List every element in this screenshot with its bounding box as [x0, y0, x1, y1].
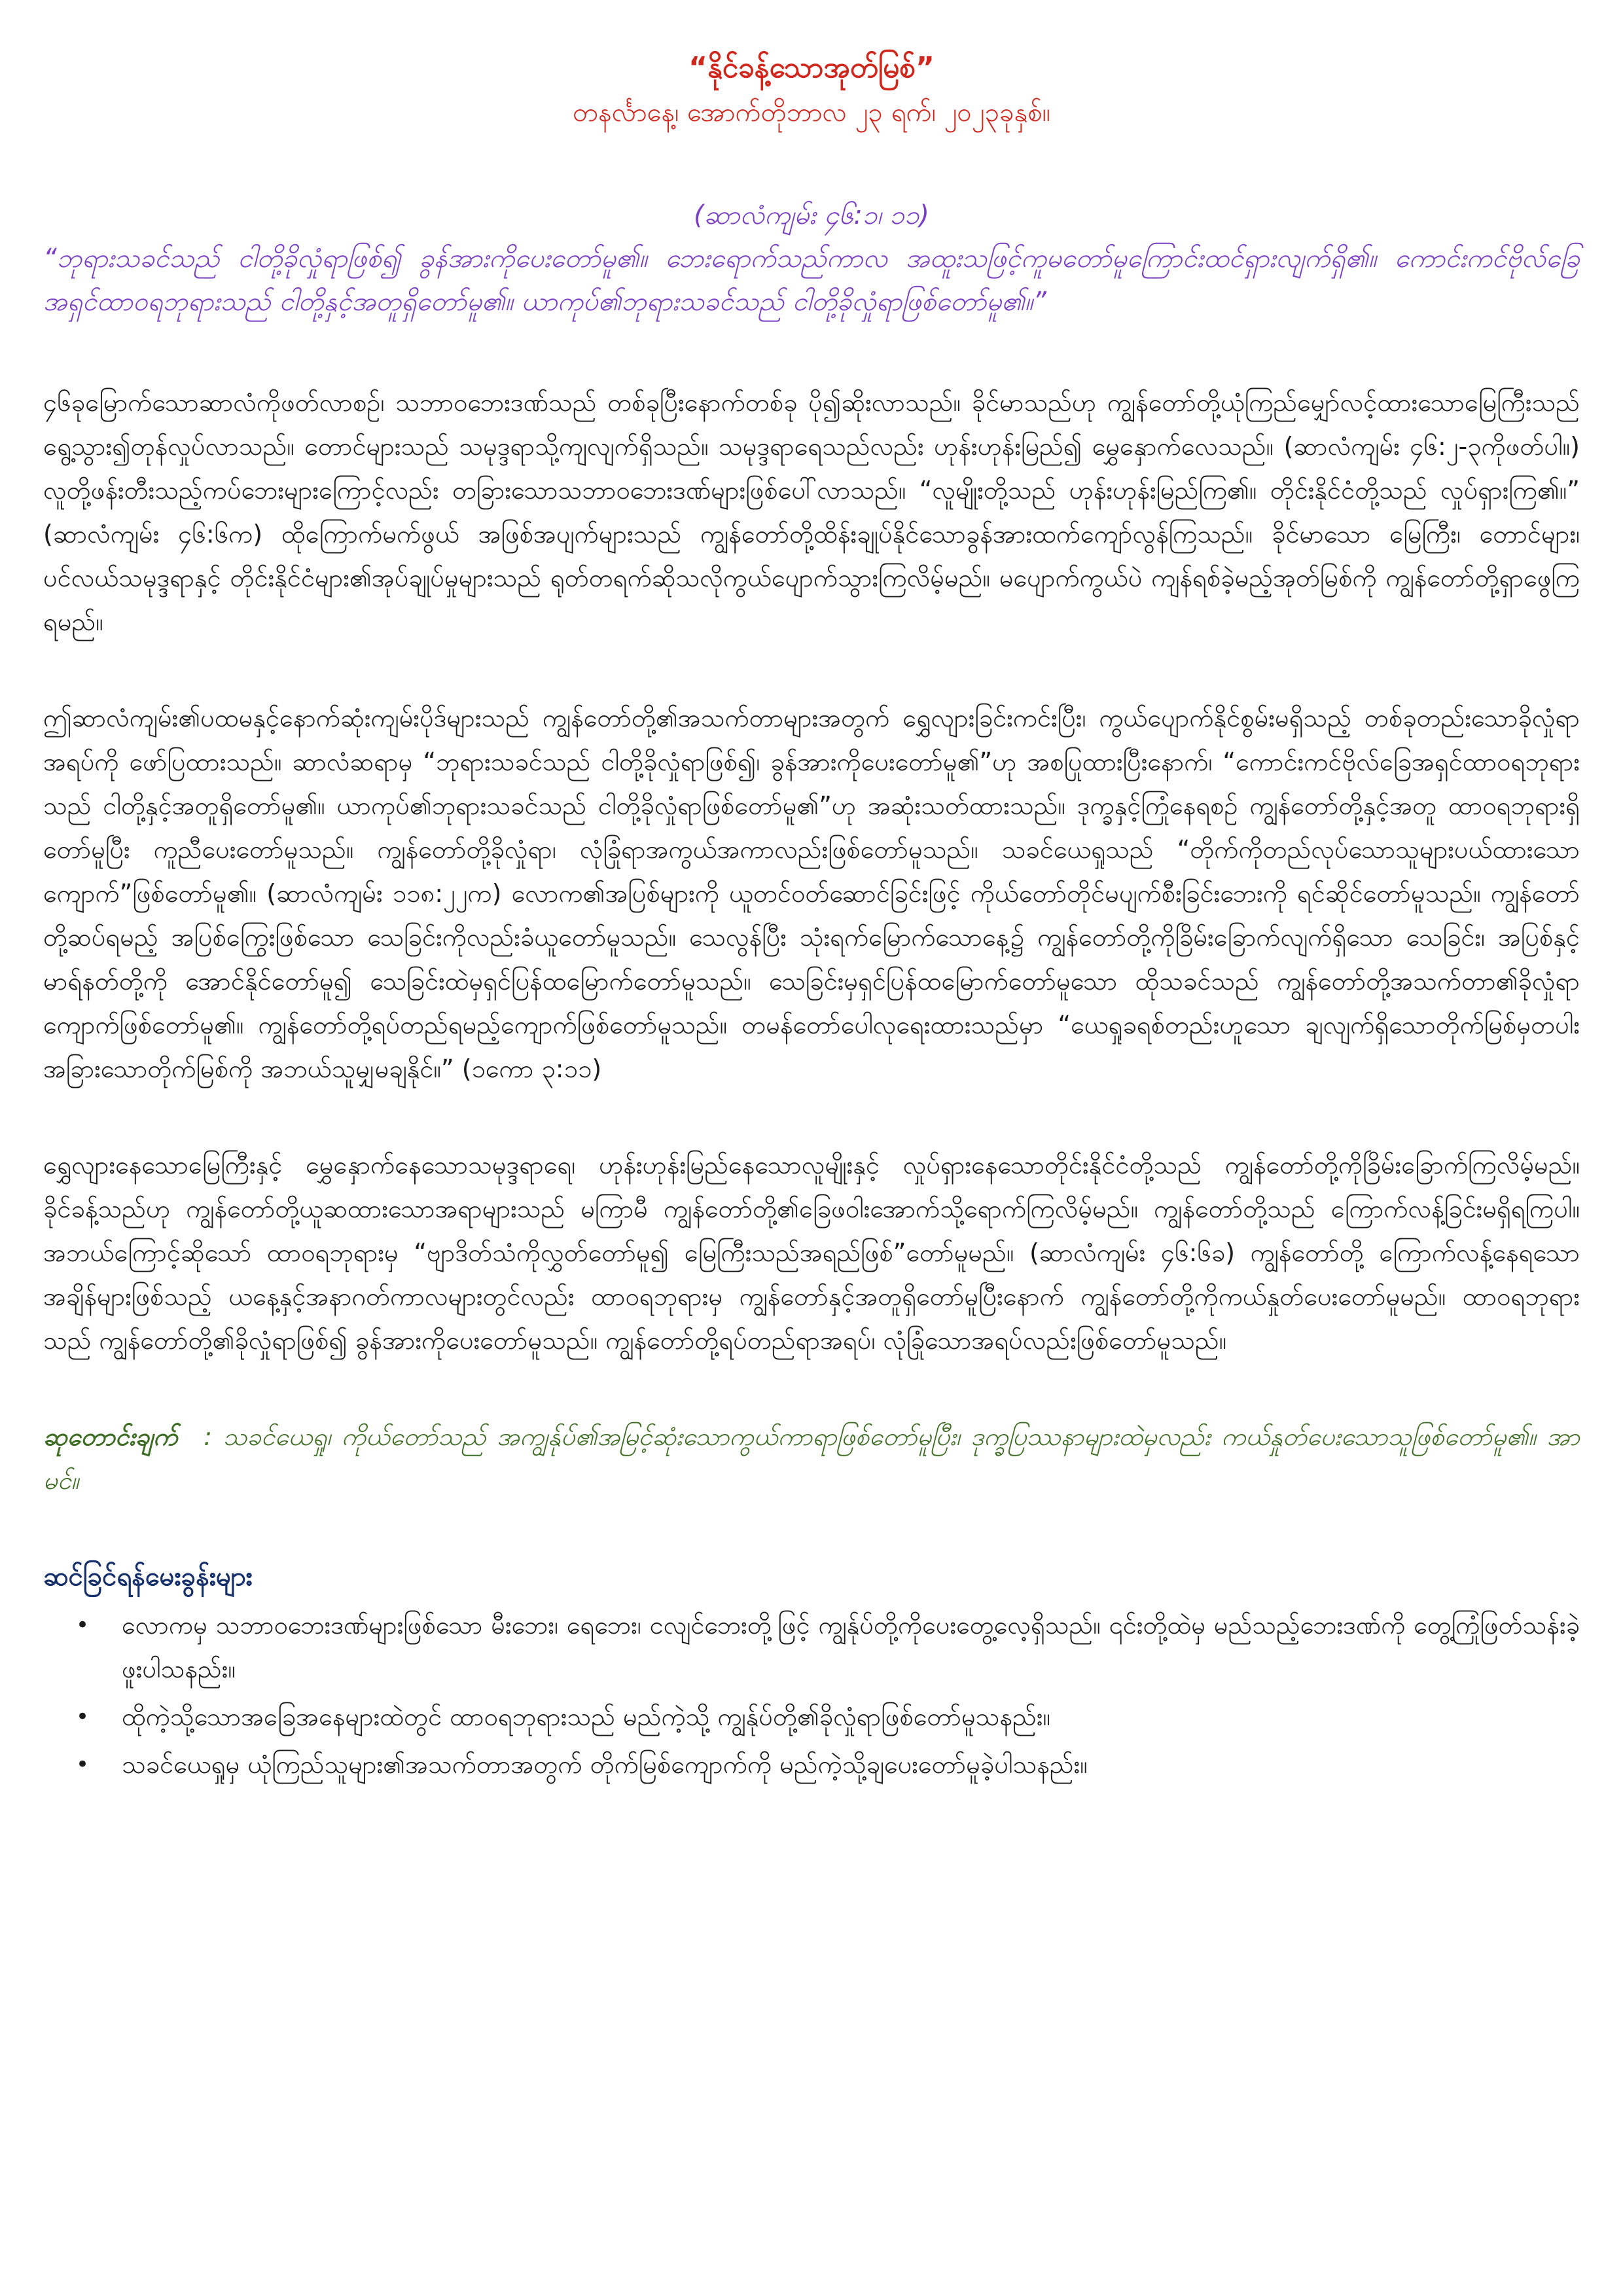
questions-list	[43, 1604, 1580, 1787]
devotional-page	[43, 46, 1580, 1791]
prayer-section	[43, 1415, 1580, 1503]
bullet-icon: •	[76, 1751, 90, 1778]
question-item	[76, 1604, 1580, 1691]
questions-title: ဆင်ခြင်ရန်မေးခွန်းများ	[43, 1562, 253, 1592]
body-paragraph-3: ရွှေလျားနေသောမြေကြီးနှင့် မွှေနှောက်နေသောသမုဒ္ဒရာရေ၊ ဟုန်းဟုန်းမြည်နေသောလူမျိုးနှင့် လှုပ်ရှားနေသောတိုင်းနိုင်ငံတို့သည် ကျွန်တော်တို့ကိုခြိမ်းခြောက်ကြလိမ့်မည်။ ခိုင်ခန့်သည်ဟု ကျွန်တော်တို့ယူဆထားသောအရာများသည် မကြာမီ ကျွန်တော်တို့၏ခြေဖဝါးအောက်သို့ရောက်ကြလိမ့်မည်။ ကျွန်တော်တို့သည် ကြောက်လန့်ခြင်းမရှိရကြပါ။ အဘယ်ကြောင့်ဆိုသော် ထာဝရဘုရားမှ “ဗျာဒိတ်သံကိုလွှတ်တော်မူ၍ မြေကြီးသည်အရည်ဖြစ်”တော်မူမည်။ (ဆာလံကျမ်း ၄၆:၆ခ) ကျွန်တော်တို့ ကြောက်လန့်နေရသောအချိန်များဖြစ်သည့် ယနေ့နှင့်အနာဂတ်ကာလများတွင်လည်း ထာဝရဘုရားမှ ကျွန်တော်နှင့်အတူရှိတော်မူပြီးနောက် ကျွန်တော်တို့ကိုကယ်နှုတ်ပေးတော်မူမည်။ ထာဝရဘုရားသည် ကျွန်တော်တို့၏ခိုလှုံရာဖြစ်၍ ခွန်အားကိုပေးတော်မူသည်။ ကျွန်တော်တို့ရပ်တည်ရာအရပ်၊ လုံခြုံသောအရပ်လည်းဖြစ်တော်မူသည်။	[43, 1151, 1580, 1355]
question-item	[76, 1695, 1580, 1739]
question-text: သခင်ယေရှုမှ ယုံကြည်သူများ၏အသက်တာအတွက် တိုက်မြစ်ကျောက်ကို မည်ကဲ့သို့ချပေးတော်မူခဲ့ပါသနည်း။	[122, 1750, 1088, 1779]
question-text: ထိုကဲ့သို့သောအခြေအနေများထဲတွင် ထာဝရဘုရားသည် မည်ကဲ့သို့ ကျွန်ုပ်တို့၏ခိုလှုံရာဖြစ်တော်မူသနည်း။	[122, 1702, 1050, 1731]
scripture-verse: “ဘုရားသခင်သည် ငါတို့ခိုလှုံရာဖြစ်၍ ခွန်အားကိုပေးတော်မူ၏။ ဘေးရောက်သည်ကာလ အထူးသဖြင့်ကူမတော်မူကြောင်းထင်ရှားလျက်ရှိ၏။ ကောင်းကင်ဗိုလ်ခြေအရှင်ထာဝရဘုရားသည် ငါတို့နှင့်အတူရှိတော်မူ၏။ ယာကုပ်၏ဘုရားသခင်သည် ငါတို့ခိုလှုံရာဖြစ်တော်မူ၏။”	[43, 243, 1580, 317]
question-text: လောကမှ သဘာဝဘေးဒဏ်များဖြစ်သော မီးဘေး၊ ရေဘေး၊ ငလျင်ဘေးတို့ဖြင့် ကျွန်ုပ်တို့ကိုပေးတွေ့လေ့ရှိသည်။ ၎င်းတို့ထဲမှ မည်သည့်ဘေးဒဏ်ကို တွေ့ကြုံဖြတ်သန်းခဲ့ဖူးပါသနည်း။	[122, 1611, 1580, 1683]
prayer-label: ဆုတောင်းချက်	[43, 1422, 178, 1451]
scripture-reference: (ဆာလံကျမ်း ၄၆:၁၊ ၁၁)	[693, 200, 930, 230]
bullet-icon: •	[76, 1612, 90, 1638]
body-paragraph-2: ဤဆာလံကျမ်း၏ပထမနှင့်နောက်ဆုံးကျမ်းပိုဒ်များသည် ကျွန်တော်တို့၏အသက်တာများအတွက် ရွှေလျားခြင်းကင်းပြီး၊ ကွယ်ပျောက်နိုင်စွမ်းမရှိသည့် တစ်ခုတည်းသောခိုလှုံရာအရပ်ကို ဖော်ပြထားသည်။ ဆာလံဆရာမှ “ဘုရားသခင်သည် ငါတို့ခိုလှုံရာဖြစ်၍၊ ခွန်အားကိုပေးတော်မူ၏”ဟု အစပြုထားပြီးနောက်၊ “ကောင်းကင်ဗိုလ်ခြေအရှင်ထာဝရဘုရားသည် ငါတို့နှင့်အတူရှိတော်မူ၏။ ယာကုပ်၏ဘုရားသခင်သည် ငါတို့ခိုလှုံရာဖြစ်တော်မူ၏”ဟု အဆုံးသတ်ထားသည်။ ဒုက္ခနှင့်ကြုံနေရစဉ် ကျွန်တော်တို့နှင့်အတူ ထာဝရဘုရားရှိတော်မူပြီး ကူညီပေးတော်မူသည်။ ကျွန်တော်တို့ခိုလှုံရာ၊ လုံခြုံရာအကွယ်အကာလည်းဖြစ်တော်မူသည်။ သခင်ယေရှုသည် “တိုက်ကိုတည်လုပ်သောသူများပယ်ထားသော ကျောက်”ဖြစ်တော်မူ၏။ (ဆာလံကျမ်း ၁၁၈:၂၂က) လောက၏အပြစ်များကို ယူတင်ဝတ်ဆောင်ခြင်းဖြင့် ကိုယ်တော်တိုင်မပျက်စီးခြင်းဘေးကို ရင်ဆိုင်တော်မူသည်။ ကျွန်တော်တို့ဆပ်ရမည့် အပြစ်ကြွေးဖြစ်သော သေခြင်းကိုလည်းခံယူတော်မူသည်။ သေလွန်ပြီး သုံးရက်မြောက်သောနေ့၌ ကျွန်တော်တို့ကိုခြိမ်းခြောက်လျက်ရှိသော သေခြင်း၊ အပြစ်နှင့် မာရ်နတ်တို့ကို အောင်နိုင်တော်မူ၍ သေခြင်းထဲမှရှင်ပြန်ထမြောက်တော်မူသည်။ သေခြင်းမှရှင်ပြန်ထမြောက်တော်မူသော ထိုသခင်သည် ကျွန်တော်တို့အသက်တာ၏ခိုလှုံရာကျောက်ဖြစ်တော်မူ၏။ ကျွန်တော်တို့ရပ်တည်ရမည့်ကျောက်ဖြစ်တော်မူသည်။ တမန်တော်ပေါလုရေးထားသည်မှာ “ယေရှုခရစ်တည်းဟူသော ချလျက်ရှိသောတိုက်မြစ်မှတပါး အခြားသောတိုက်မြစ်ကို အဘယ်သူမျှမချနိုင်။” (၁ကော ၃:၁၁)	[43, 704, 1580, 1083]
body-paragraph-1: ၄၆ခုမြောက်သောဆာလံကိုဖတ်လာစဉ်၊ သဘာဝဘေးဒဏ်သည် တစ်ခုပြီးနောက်တစ်ခု ပို၍ဆိုးလာသည်။ ခိုင်မာသည်ဟု ကျွန်တော်တို့ယုံကြည်မျှော်လင့်ထားသောမြေကြီးသည် ရွေ့သွား၍တုန်လှုပ်လာသည်။ တောင်များသည် သမုဒ္ဒရာသို့ကျလျက်ရှိသည်။ သမုဒ္ဒရာရေသည်လည်း ဟုန်းဟုန်းမြည်၍ မွှေနှောက်လေသည်။ (ဆာလံကျမ်း ၄၆:၂-၃ကိုဖတ်ပါ။) လူတို့ဖန်းတီးသည့်ကပ်ဘေးများကြောင့်လည်း တခြားသောသဘာဝဘေးဒဏ်များဖြစ်ပေါ်လာသည်။ “လူမျိုးတို့သည် ဟုန်းဟုန်းမြည်ကြ၏။ တိုင်းနိုင်ငံတို့သည် လှုပ်ရှားကြ၏။” (ဆာလံကျမ်း ၄၆:၆က) ထိုကြောက်မက်ဖွယ် အဖြစ်အပျက်များသည် ကျွန်တော်တို့ထိန်းချုပ်နိုင်သောခွန်အားထက်ကျော်လွန်ကြသည်။ ခိုင်မာသော မြေကြီး၊ တောင်များ၊ ပင်လယ်သမုဒ္ဒရာနှင့် တိုင်းနိုင်ငံများ၏အုပ်ချုပ်မှုများသည် ရုတ်တရက်ဆိုသလိုကွယ်ပျောက်သွားကြလိမ့်မည်။ မပျောက်ကွယ်ပဲ ကျန်ရစ်ခဲ့မည့်အုတ်မြစ်ကို ကျွန်တော်တို့ရှာဖွေကြရမည်။	[43, 388, 1580, 636]
bullet-icon: •	[76, 1704, 90, 1730]
devotional-title: “နိုင်ခန့်သောအုတ်မြစ်”	[688, 51, 935, 84]
prayer-separator: :	[204, 1422, 213, 1451]
prayer-text: သခင်ယေရှု၊ ကိုယ်တော်သည် အကျွန်ုပ်၏အမြင့်ဆုံးသောကွယ်ကာရာဖြစ်တော်မူပြီး၊ ဒုက္ခပြဿနာများထဲမှလည်း ကယ်နှုတ်ပေးသောသူဖြစ်တော်မူ၏။ အာမင်။	[43, 1422, 1580, 1495]
question-item	[76, 1743, 1580, 1787]
devotional-date: တနင်္လာနေ့၊ အောက်တိုဘာလ ၂၃ ရက်၊ ၂၀၂၃ခုနှစ်။	[573, 98, 1050, 128]
